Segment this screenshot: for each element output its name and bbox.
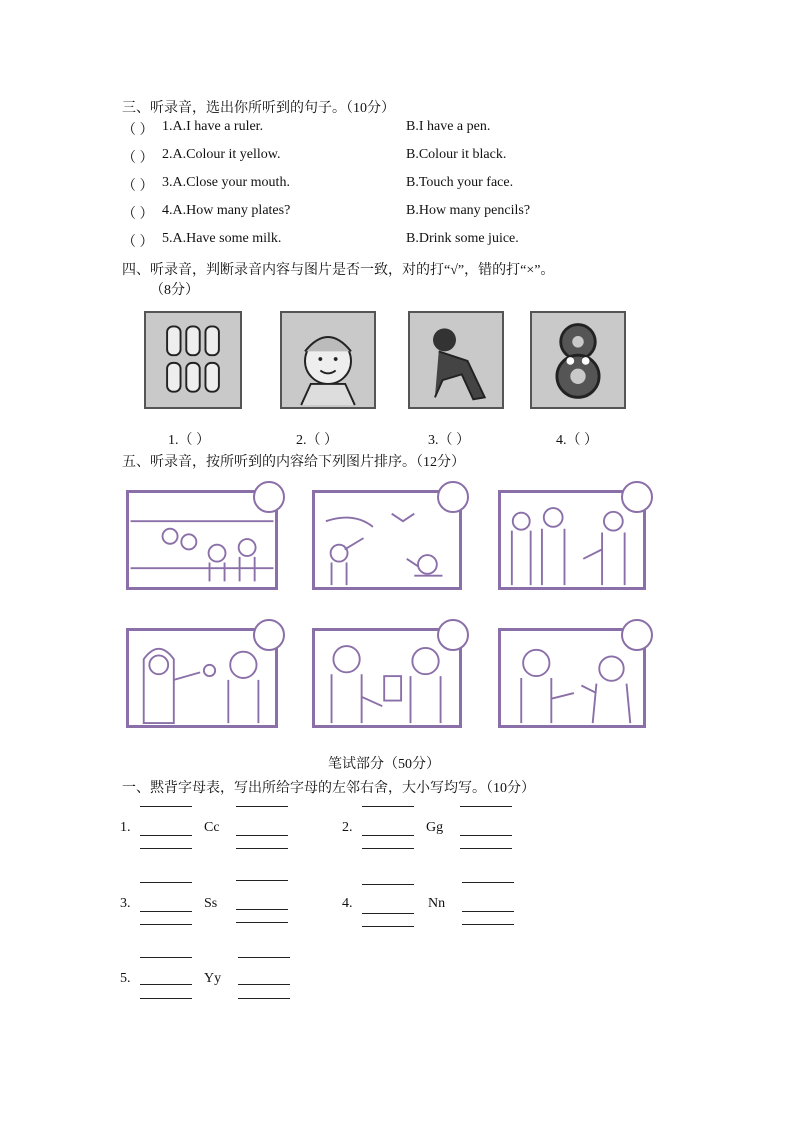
- answer-blank[interactable]: [140, 806, 192, 807]
- answer-paren: （ ）: [122, 207, 154, 222]
- answer-blank[interactable]: [362, 848, 414, 849]
- answer-blank[interactable]: [236, 806, 288, 807]
- answer-blank[interactable]: [236, 835, 288, 836]
- option-b: B.Touch your face.: [406, 175, 514, 190]
- boy-and-girl-with-box-picture: [312, 628, 462, 728]
- crayons-picture: [144, 311, 242, 409]
- zoo-scene-picture: [126, 490, 278, 590]
- answer-blank[interactable]: [140, 924, 192, 925]
- list-item: [122, 231, 682, 251]
- answer-paren: （ ）: [122, 123, 154, 138]
- answer-blank[interactable]: [140, 984, 192, 985]
- list-item: [122, 203, 682, 223]
- answer-blank[interactable]: [238, 984, 290, 985]
- answer-blank[interactable]: [362, 913, 414, 914]
- option-a: 5.A.Have some milk.: [162, 231, 282, 246]
- section4-score: （8分）: [150, 283, 199, 298]
- answer-blank[interactable]: [238, 998, 290, 999]
- list-item: [122, 119, 682, 139]
- item-number: 4.: [342, 896, 353, 911]
- boy-touching-face-picture: [280, 311, 376, 409]
- item-number: 1.: [120, 820, 131, 835]
- section4-title: 四、听录音，判断录音内容与图片是否一致，对的打“√”，错的打“×”。: [122, 263, 555, 278]
- answer-blank[interactable]: [462, 882, 514, 883]
- answer-blank[interactable]: [140, 998, 192, 999]
- option-a: 2.A.Colour it yellow.: [162, 147, 281, 162]
- answer-blank[interactable]: [236, 909, 288, 910]
- answer-paren: （ ）: [122, 179, 154, 194]
- given-letter: Ss: [204, 896, 218, 911]
- written-q1-title: 一、黙背字母表，写出所给字母的左邻右舍，大小写均写。（10分）: [122, 781, 535, 796]
- option-a: 3.A.Close your mouth.: [162, 175, 290, 190]
- section3-title: 三、听录音，选出你所听到的句子。（10分）: [122, 101, 395, 116]
- option-a: 4.A.How many plates?: [162, 203, 291, 218]
- answer-blank[interactable]: [238, 957, 290, 958]
- option-a: 1.A.I have a ruler.: [162, 119, 264, 134]
- boy-and-girl-talking-picture: [498, 628, 646, 728]
- answer-blank[interactable]: [236, 848, 288, 849]
- person-bending-picture: [408, 311, 504, 409]
- girl-and-boy-with-lollipop-picture: [126, 628, 278, 728]
- answer-blank[interactable]: [140, 957, 192, 958]
- answer-paren: （ ）: [122, 235, 154, 250]
- answer-label: 4.（ ）: [556, 433, 598, 448]
- written-heading: 笔试部分（50分）: [328, 757, 440, 772]
- item-number: 3.: [120, 896, 131, 911]
- given-letter: Nn: [428, 896, 446, 911]
- option-b: B.Colour it black.: [406, 147, 507, 162]
- option-b: B.How many pencils?: [406, 203, 531, 218]
- list-item: [122, 175, 682, 195]
- answer-blank[interactable]: [460, 835, 512, 836]
- number-eight-picture: [530, 311, 626, 409]
- answer-label: 2.（ ）: [296, 433, 338, 448]
- answer-blank[interactable]: [462, 924, 514, 925]
- given-letter: Cc: [204, 820, 220, 835]
- answer-blank[interactable]: [140, 911, 192, 912]
- section5-title: 五、听录音，按所听到的内容给下列图片排序。（12分）: [122, 455, 465, 470]
- list-item: [122, 147, 682, 167]
- option-b: B.I have a pen.: [406, 119, 491, 134]
- given-letter: Gg: [426, 820, 444, 835]
- answer-label: 3.（ ）: [428, 433, 470, 448]
- option-b: B.Drink some juice.: [406, 231, 519, 246]
- answer-blank[interactable]: [362, 835, 414, 836]
- answer-label: 1.（ ）: [168, 433, 210, 448]
- answer-blank[interactable]: [462, 911, 514, 912]
- answer-blank[interactable]: [236, 880, 288, 881]
- answer-blank[interactable]: [460, 848, 512, 849]
- answer-paren: （ ）: [122, 151, 154, 166]
- answer-blank[interactable]: [362, 884, 414, 885]
- answer-blank[interactable]: [140, 882, 192, 883]
- item-number: 5.: [120, 971, 131, 986]
- answer-blank[interactable]: [362, 806, 414, 807]
- item-number: 2.: [342, 820, 353, 835]
- answer-blank[interactable]: [460, 806, 512, 807]
- answer-blank[interactable]: [236, 922, 288, 923]
- answer-blank[interactable]: [140, 835, 192, 836]
- three-kids-picture: [498, 490, 646, 590]
- given-letter: Yy: [204, 971, 222, 986]
- answer-blank[interactable]: [140, 848, 192, 849]
- answer-blank[interactable]: [362, 926, 414, 927]
- bird-scene-picture: [312, 490, 462, 590]
